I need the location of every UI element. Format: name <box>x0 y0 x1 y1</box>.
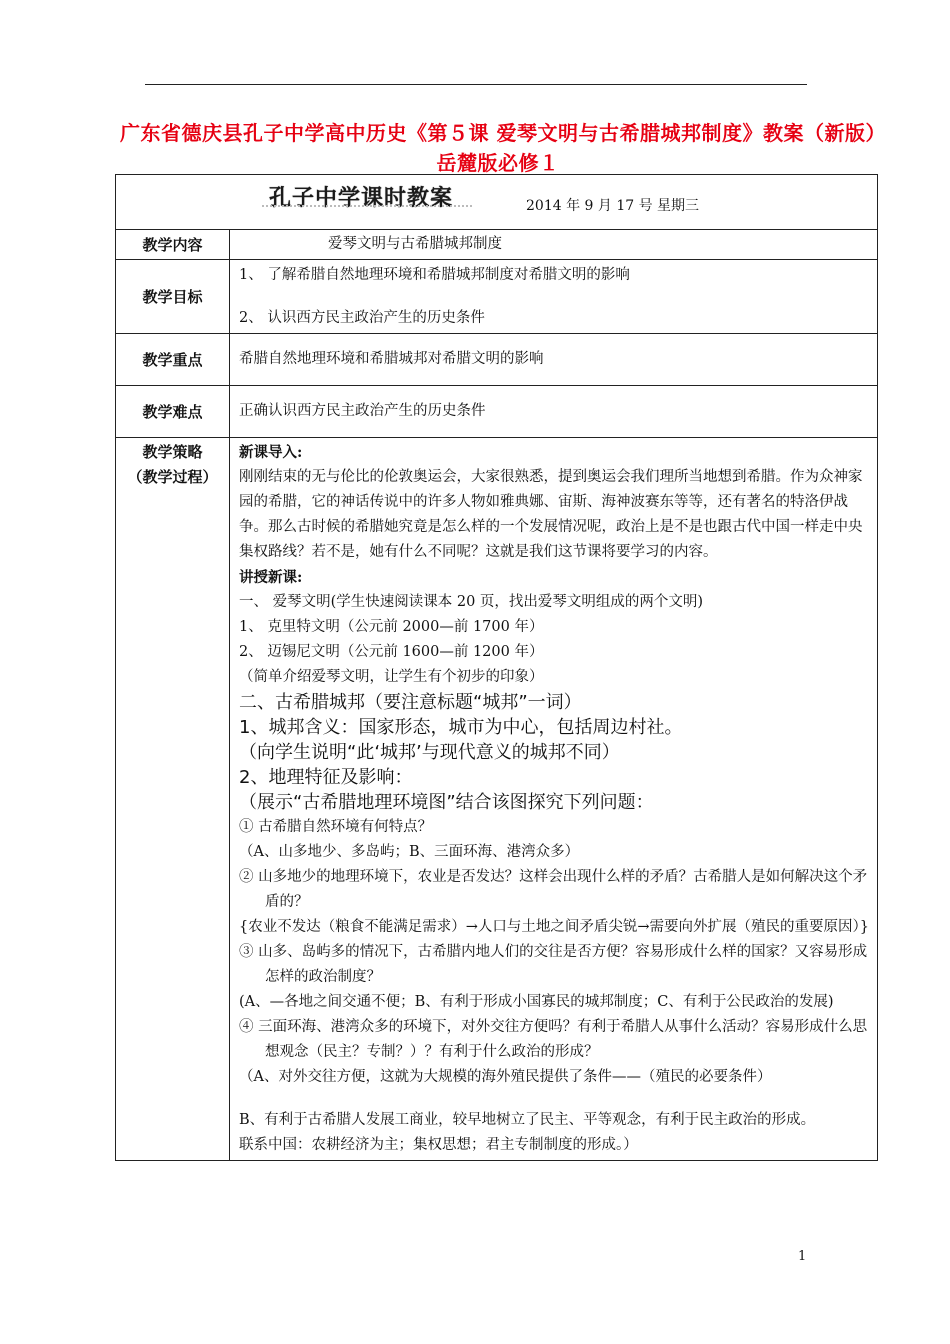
label-teaching-content: 教学内容 <box>116 230 230 260</box>
value-teaching-content: 爱琴文明与古希腊城邦制度 <box>230 230 878 260</box>
section-2-heading: 二、古希腊城邦（要注意标题“城邦”一词） <box>239 692 582 713</box>
section-2-note: （展示“古希腊地理环境图”结合该图探究下列问题： <box>239 792 654 813</box>
answer-1: （A、山多地少、多岛屿；B、三面环海、港湾众多） <box>239 844 580 860</box>
row-teaching-strategy <box>116 438 878 1161</box>
banner-underline <box>262 205 472 207</box>
section-2-item: 1、城邦含义：国家形态，城市为中心，包括周边村社。 <box>239 717 683 738</box>
value-teaching-goals <box>230 260 878 334</box>
document-title: 广东省德庆县孔子中学高中历史《第５课 爱琴文明与古希腊城邦制度》教案（新版）岳麓版必修１ <box>120 121 876 175</box>
section-2-note: （向学生说明“此‘城邦’与现代意义的城邦不同） <box>239 742 620 763</box>
goal-item: 2、 认识西方民主政治产生的历史条件 <box>239 309 485 326</box>
section-1-item: 1、 克里特文明（公元前 2000—前 1700 年） <box>239 619 544 635</box>
label-teaching-goals: 教学目标 <box>116 260 230 334</box>
table-header-row <box>116 175 878 230</box>
strategy-label-line1: 教学策略 <box>142 443 203 461</box>
intro-heading: 新课导入: <box>239 444 303 461</box>
section-1-heading: 一、 爱琴文明(学生快速阅读课本 20 页，找出爱琴文明组成的两个文明) <box>239 594 704 610</box>
answer-4: B、有利于古希腊人发展工商业，较早地树立了民主、平等观念，有利于民主政治的形成。 <box>239 1112 816 1128</box>
lesson-plan-table <box>115 174 878 1161</box>
question-4: ④ 三面环海、港湾众多的环境下，对外交往方便吗？有利于希腊人从事什么活动？容易形成什么思想观念（民主？专制？）？有利于什么政治的形成？ <box>239 1019 868 1060</box>
lesson-date: 2014 年 9 月 17 号 星期三 <box>526 198 700 214</box>
label-teaching-strategy <box>116 438 230 1161</box>
question-1: ① 古希腊自然环境有何特点？ <box>239 819 433 835</box>
answer-3: (A、—各地之间交通不便；B、有利于形成小国寡民的城邦制度；C、有利于公民政治的发展) <box>239 994 834 1010</box>
section-1-note: （简单介绍爱琴文明，让学生有个初步的印象） <box>239 669 544 685</box>
row-teaching-focus <box>116 334 878 386</box>
answer-2: {农业不发达（粮食不能满足需求）→人口与土地之间矛盾尖锐→需要向外扩展（殖民的重要原因）} <box>239 919 869 935</box>
section-2-item: 2、地理特征及影响： <box>239 767 413 788</box>
row-teaching-content <box>116 230 878 260</box>
value-teaching-difficulty: 正确认识西方民主政治产生的历史条件 <box>230 386 878 438</box>
row-teaching-goals <box>116 260 878 334</box>
answer-4: 联系中国：农耕经济为主；集权思想；君主专制制度的形成。） <box>239 1137 638 1153</box>
header-rule <box>145 84 807 85</box>
value-teaching-strategy <box>230 438 878 1161</box>
label-teaching-focus: 教学重点 <box>116 334 230 386</box>
question-3: ③ 山多、岛屿多的情况下，古希腊内地人们的交往是否方便？容易形成什么样的国家？又容易形成怎样的政治制度？ <box>239 944 868 985</box>
goal-item: 1、 了解希腊自然地理环境和希腊城邦制度对希腊文明的影响 <box>239 266 630 283</box>
section-1-item: 2、 迈锡尼文明（公元前 1600—前 1200 年） <box>239 644 544 660</box>
label-teaching-difficulty: 教学难点 <box>116 386 230 438</box>
value-teaching-focus: 希腊自然地理环境和希腊城邦对希腊文明的影响 <box>230 334 878 386</box>
row-teaching-difficulty <box>116 386 878 438</box>
page-number: 1 <box>798 1249 807 1264</box>
intro-text: 刚刚结束的无与伦比的伦敦奥运会，大家很熟悉，提到奥运会我们理所当地想到希腊。作为众神家园的希腊，它的神话传说中的许多人物如雅典娜、宙斯、海神波赛东等等，还有著名的特洛伊战争。那么古时候的希腊她究竟是怎么样的一个发展情况呢，政治上是不是也跟古代中国一样走中央集权路线？若不是，她有什么不同呢？这就是我们这节课将要学习的内容。 <box>239 469 863 560</box>
school-banner: 孔子中学课时教案 <box>269 186 454 211</box>
lecture-heading: 讲授新课: <box>239 569 303 586</box>
strategy-label-line2: （教学过程） <box>127 468 218 486</box>
question-2: ② 山多地少的地理环境下，农业是否发达？这样会出现什么样的矛盾？古希腊人是如何解决这个矛盾的？ <box>239 869 868 910</box>
answer-4: （A、对外交往方便，这就为大规模的海外殖民提供了条件——（殖民的必要条件） <box>239 1069 772 1085</box>
